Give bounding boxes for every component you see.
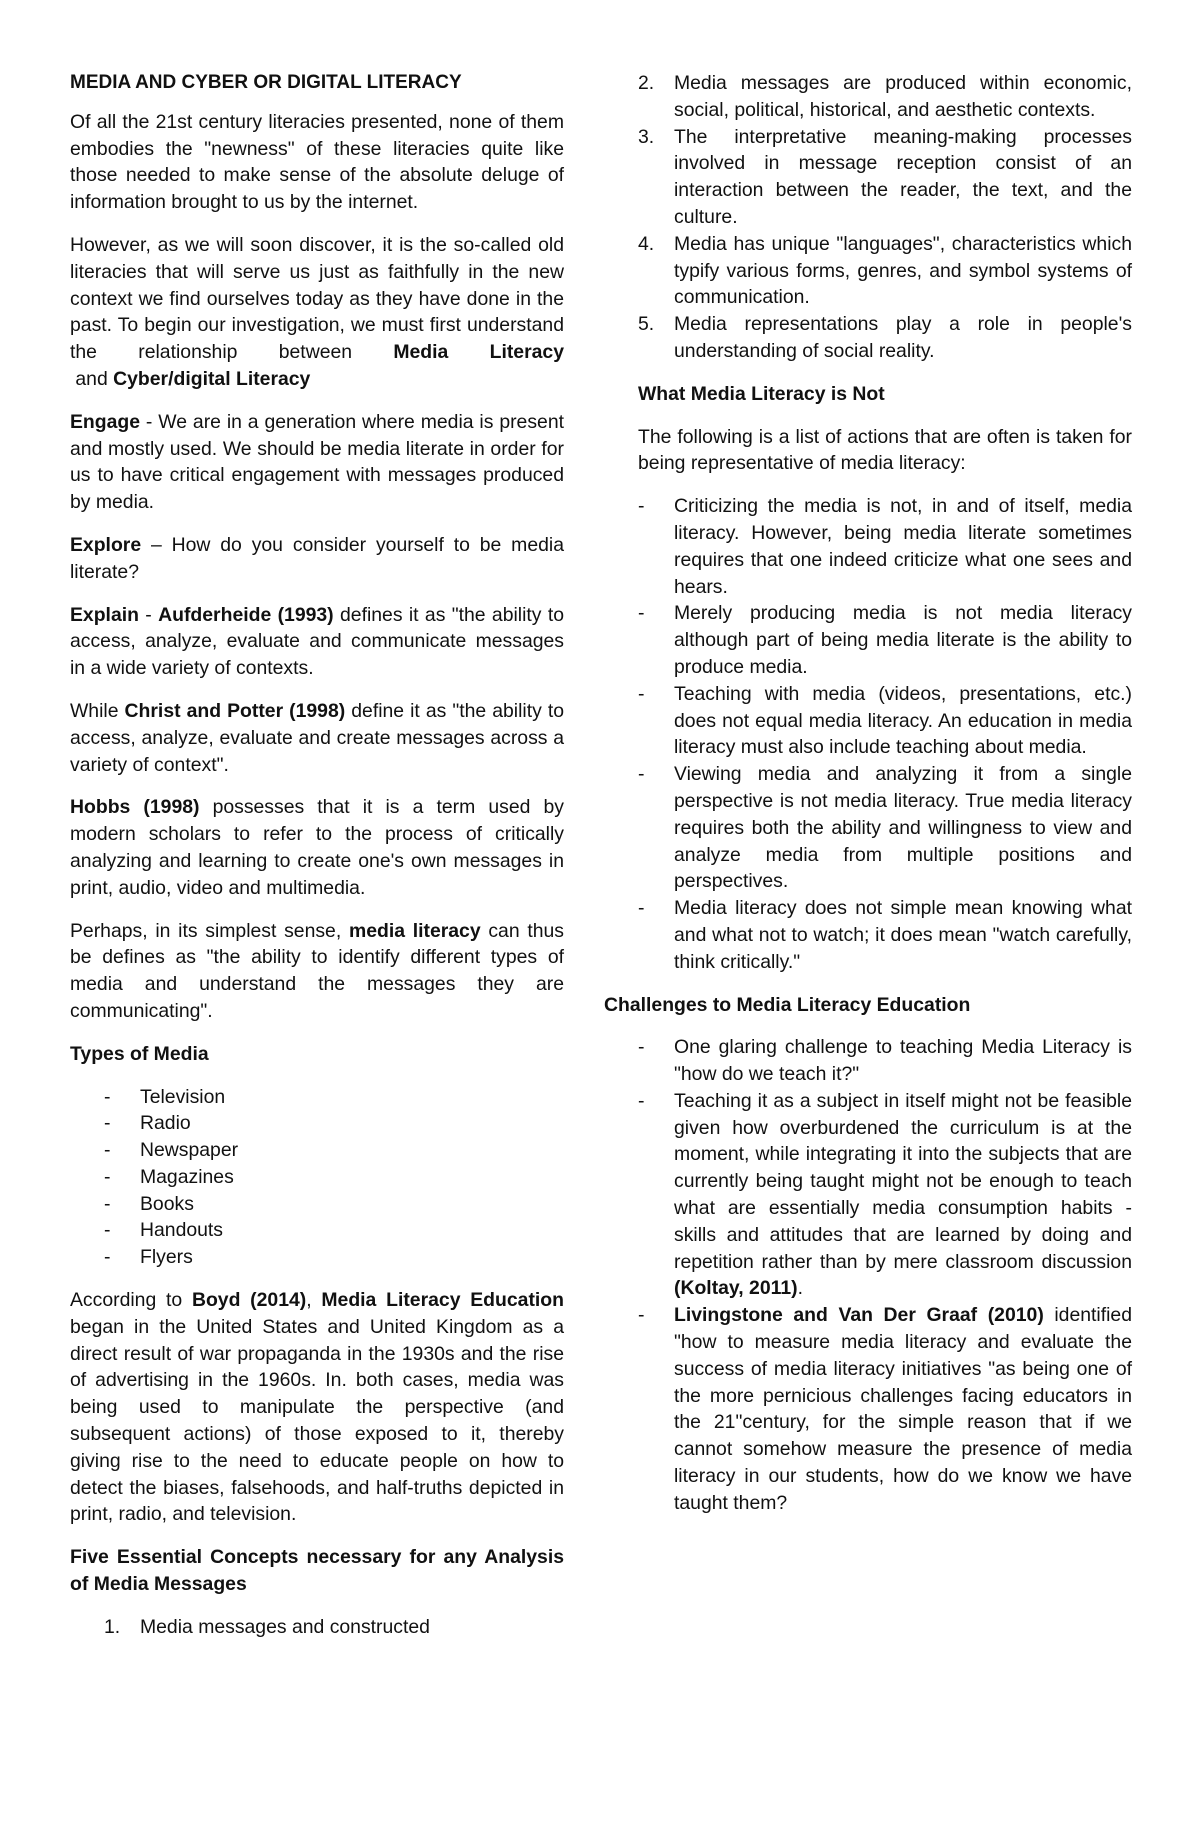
explore-paragraph [70, 532, 564, 586]
explain-text: defines it as "the ability to access, analyze, evaluate and communicate messages in a wide variety of contexts. [70, 603, 564, 680]
intro-paragraph: Of all the 21st century literacies presented, none of them embodies the "newness" of these literacies quite like those needed to make sense of the absolute deluge of information brought to us by the internet. [70, 110, 564, 214]
list-item: - Television [70, 1084, 564, 1111]
item-text: Media messages are produced within economic, social, political, historical, and aesthetic contexts. [674, 72, 1132, 121]
koltay-citation: (Koltay, 2011) [674, 1277, 798, 1300]
explain-label: Explain [70, 603, 139, 626]
boyd-text: began in the United States and United Kingdom as a direct result of war propaganda in the 1930s and the rise of advertising in the 1960s. In. both cases, media was being used to manipulate the perspective (and subsequent actions) of those exposed to it, thereby giving rise to the need to educate people on how to detect the biases, falsehoods, and half-truths depicted in print, radio, and television. [70, 1315, 564, 1526]
challenge-text: identified "how to measure media literacy and evaluate the success of media literacy initiatives "as being one of the more pernicious challenges facing educators in the 21"century, for the simple reason that if we cannot somehow measure the presence of media literacy in our students, how do we know we have taught them? [674, 1304, 1132, 1514]
list-item: - Radio [70, 1110, 564, 1137]
christ-potter-paragraph [70, 698, 564, 778]
not-media-literacy-list [638, 493, 1132, 975]
boyd-author: Boyd (2014) [191, 1289, 307, 1312]
list-item [638, 1302, 1132, 1516]
christ-potter-text: define it as "the ability to access, analyze, evaluate and create messages across a variety of context". [70, 699, 565, 776]
item-number: 5. [638, 313, 655, 336]
item-number: 1. [104, 1615, 121, 1638]
boyd-paragraph [70, 1287, 564, 1528]
media-literacy-education-term: Media Literacy Education [321, 1289, 564, 1312]
list-item: - One glaring challenge to teaching Media Literacy is "how do we teach it?" [638, 1034, 1132, 1088]
explain-dash: - [138, 603, 159, 626]
media-literacy-term: Media Literacy [393, 341, 564, 364]
left-column [70, 70, 564, 1657]
list-item: - Viewing media and analyzing it from a single perspective is not media literacy. True media literacy requires both the ability and willingness to view and analyze media from multiple positions and perspectives. [638, 761, 1132, 895]
definition-paragraph [70, 918, 564, 1025]
challenge-text: Teaching it as a subject in itself might not be feasible given how overburdened the curriculum is at the moment, while integrating it into the subjects that are currently being taught might not be enough to teach what are essentially media consumption habits - skills and attitudes that are learned by doing and repetition rather than by mere classroom discussion [674, 1089, 1132, 1273]
challenge-period: . [797, 1277, 803, 1300]
list-item: - Magazines [70, 1164, 564, 1191]
list-item: - Merely producing media is not media literacy although part of being media literate is the ability to produce media. [638, 600, 1132, 680]
item-number: 3. [638, 125, 655, 148]
list-item: - Teaching with media (videos, presentations, etc.) does not equal media literacy. An education in media literacy must also include teaching about media. [638, 681, 1132, 761]
explain-author: Aufderheide (1993) [158, 603, 334, 626]
christ-potter-author: Christ and Potter (1998) [124, 699, 346, 722]
explore-label: Explore [70, 533, 142, 556]
list-item: - Media literacy does not simple mean knowing what and what not to watch; it does mean "watch carefully, think critically." [638, 895, 1132, 975]
list-item: - Flyers [70, 1244, 564, 1271]
item-text: Media has unique "languages", characteristics which typify various forms, genres, and symbol systems of communication. [674, 232, 1132, 309]
five-concepts-heading: Five Essential Concepts necessary for any Analysis of Media Messages [70, 1546, 564, 1596]
cyber-literacy-term: Cyber/digital Literacy [113, 367, 311, 390]
engage-label: Engage [70, 410, 141, 433]
explain-paragraph [70, 602, 564, 682]
item-number: 4. [638, 232, 655, 255]
list-item [638, 70, 1132, 124]
hobbs-author: Hobbs (1998) [70, 796, 200, 819]
list-item [638, 311, 1132, 365]
concepts-list-continued [638, 70, 1132, 365]
explore-text: – How do you consider yourself to be media literate? [70, 533, 564, 583]
item-text: The interpretative meaning-making processes involved in message reception consist of an interaction between the reader, the text, and the culture. [674, 125, 1132, 228]
concepts-list-start [70, 1614, 564, 1641]
engage-text: - We are in a generation where media is present and mostly used. We should be media literate in order for us to have critical engagement with messages produced by media. [70, 410, 564, 514]
challenges-list [638, 1034, 1132, 1516]
media-literacy-bold: media literacy [348, 919, 481, 942]
hobbs-text: possesses that it is a term used by modern scholars to refer to the process of critically analyzing and learning to create one's own messages in print, audio, video and multimedia. [70, 796, 564, 899]
page-title: MEDIA AND CYBER OR DIGITAL LITERACY [70, 72, 462, 93]
livingstone-author: Livingstone and Van Der Graaf (2010) [674, 1304, 1044, 1327]
item-number: 2. [638, 72, 655, 94]
relationship-paragraph [70, 232, 564, 393]
definition-prefix: Perhaps, in its simplest sense, [70, 919, 349, 942]
hobbs-paragraph [70, 794, 564, 901]
item-text: Media representations play a role in people's understanding of social reality. [674, 313, 1132, 362]
while-prefix: While [70, 699, 125, 722]
what-media-literacy-is-not-heading: What Media Literacy is Not [638, 382, 885, 405]
relationship-text: However, as we will soon discover, it is the so-called old literacies that will serve us just as faithfully in the new context we find ourselves today as they have done in the past. To begin our investigation, we must first understand the relationship between [70, 233, 564, 364]
list-item [638, 1088, 1132, 1302]
list-item: - Books [70, 1191, 564, 1218]
list-item [638, 231, 1132, 311]
not-intro-paragraph: The following is a list of actions that are often is taken for being representative of media literacy: [638, 425, 1132, 475]
boyd-prefix: According to [70, 1289, 192, 1312]
list-item: - Handouts [70, 1217, 564, 1244]
list-item [70, 1614, 564, 1641]
list-item [638, 124, 1132, 231]
right-column [604, 70, 1132, 1533]
item-text: Media messages and constructed [140, 1615, 430, 1638]
and-connector: and [70, 367, 114, 390]
list-item: - Criticizing the media is not, in and of itself, media literacy. However, being media literate sometimes requires that one indeed criticize what one sees and hears. [638, 493, 1132, 600]
types-of-media-heading: Types of Media [70, 1042, 209, 1065]
types-of-media-list [70, 1084, 564, 1272]
list-item: - Newspaper [70, 1137, 564, 1164]
engage-paragraph [70, 409, 564, 516]
boyd-comma: , [306, 1289, 322, 1312]
challenges-heading: Challenges to Media Literacy Education [604, 993, 971, 1016]
definition-text: can thus be defines as "the ability to identify different types of media and understand the messages they are communicating". [70, 919, 564, 1022]
